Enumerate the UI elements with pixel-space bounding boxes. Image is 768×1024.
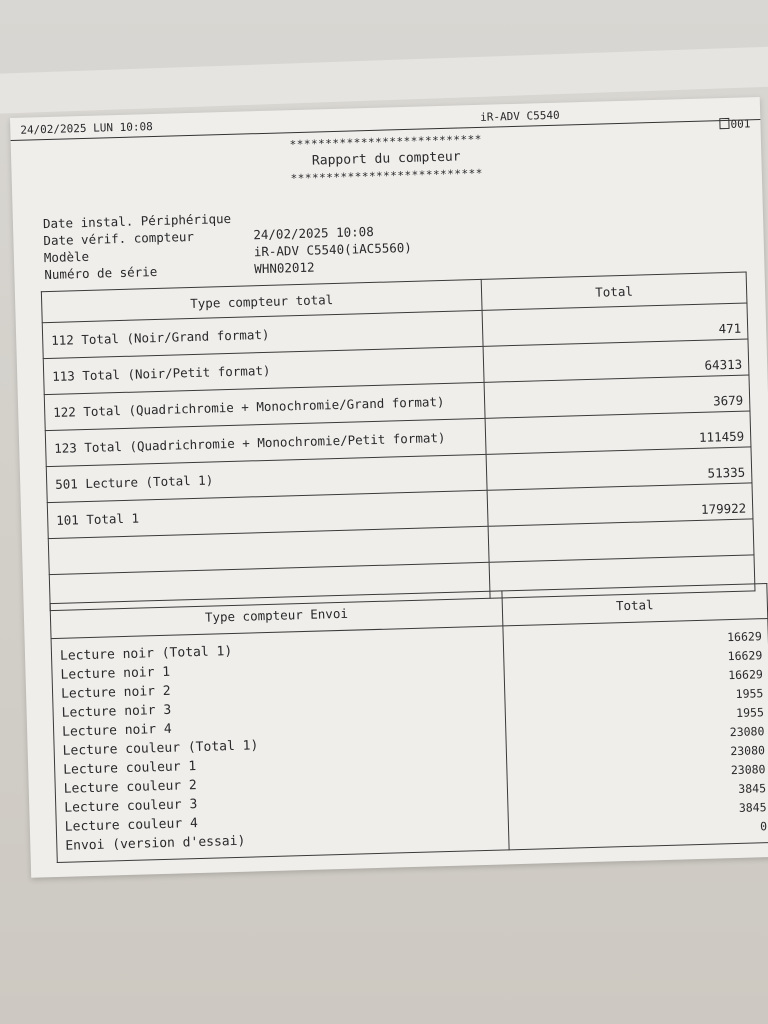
list-item-total: 16629 bbox=[726, 629, 762, 645]
list-item-total: 23080 bbox=[730, 762, 766, 778]
list-item-total: 3845 bbox=[738, 800, 767, 815]
send-counter-totals bbox=[503, 619, 768, 850]
counter-total: 3679 bbox=[484, 375, 750, 418]
stars-bottom: *************************** bbox=[290, 166, 484, 186]
info-label: Modèle bbox=[43, 248, 90, 266]
list-item: Lecture noir 4 bbox=[61, 721, 172, 740]
counter-type: 113 Total (Noir/Petit format) bbox=[43, 346, 484, 394]
counter-total: 111459 bbox=[485, 411, 751, 454]
info-value: iR-ADV C5540(iAC5560) bbox=[253, 239, 413, 260]
info-value: 24/02/2025 10:08 bbox=[253, 223, 374, 243]
counter-total: 64313 bbox=[483, 339, 749, 382]
list-item-total: 3845 bbox=[738, 781, 767, 796]
column-header-type: Type compteur total bbox=[41, 279, 482, 322]
total-counter-table bbox=[41, 271, 756, 611]
report-title: Rapport du compteur bbox=[311, 149, 461, 169]
list-item: Lecture couleur 3 bbox=[64, 797, 198, 816]
list-item: Lecture couleur 4 bbox=[64, 816, 199, 835]
counter-type: 112 Total (Noir/Grand format) bbox=[42, 310, 483, 358]
column-header-type: Type compteur Envoi bbox=[50, 591, 503, 639]
list-item: Lecture noir 1 bbox=[60, 664, 171, 683]
stars-top: *************************** bbox=[289, 132, 483, 152]
send-counter-types bbox=[51, 626, 509, 863]
counter-total: 179922 bbox=[487, 483, 753, 526]
list-item-total: 16629 bbox=[728, 667, 764, 683]
list-item-total: 1955 bbox=[735, 686, 764, 701]
list-item: Lecture noir 2 bbox=[60, 683, 171, 702]
list-item-total: 16629 bbox=[727, 648, 763, 664]
counter-total: 51335 bbox=[486, 447, 752, 490]
list-item: Lecture couleur (Total 1) bbox=[62, 738, 259, 759]
counter-total: 471 bbox=[482, 303, 748, 346]
counter-type: 501 Lecture (Total 1) bbox=[46, 454, 487, 502]
info-label: Numéro de série bbox=[44, 263, 158, 283]
device-info bbox=[43, 205, 413, 283]
header-model: iR-ADV C5540 bbox=[479, 108, 560, 124]
counter-type: 101 Total 1 bbox=[47, 490, 488, 538]
info-value: WHN02012 bbox=[254, 259, 315, 277]
list-item-total: 1955 bbox=[735, 705, 765, 720]
list-item-total: 23080 bbox=[729, 724, 765, 740]
header-timestamp: 24/02/2025 LUN 10:08 bbox=[20, 120, 153, 137]
list-item: Lecture noir (Total 1) bbox=[59, 644, 233, 664]
list-item: Lecture couleur 1 bbox=[63, 759, 197, 778]
info-label: Date instal. Périphérique bbox=[42, 210, 232, 232]
column-header-total: Total bbox=[502, 584, 768, 626]
page-number: 001 bbox=[730, 117, 751, 131]
counter-type: 123 Total (Quadrichromie + Monochromie/Petit format) bbox=[45, 418, 486, 466]
counter-type: 122 Total (Quadrichromie + Monochromie/Grand format) bbox=[44, 382, 485, 430]
list-item: Lecture noir 3 bbox=[61, 702, 172, 721]
table-body-row bbox=[51, 619, 768, 863]
list-item-total: 0 bbox=[759, 819, 768, 834]
list-item: Envoi (version d'essai) bbox=[65, 833, 246, 854]
send-counter-table bbox=[50, 583, 768, 863]
counter-report-page bbox=[10, 97, 768, 878]
column-header-total: Total bbox=[481, 272, 747, 310]
list-item-total: 23080 bbox=[730, 743, 766, 759]
list-item: Lecture couleur 2 bbox=[63, 778, 197, 797]
info-label: Date vérif. compteur bbox=[43, 228, 195, 249]
